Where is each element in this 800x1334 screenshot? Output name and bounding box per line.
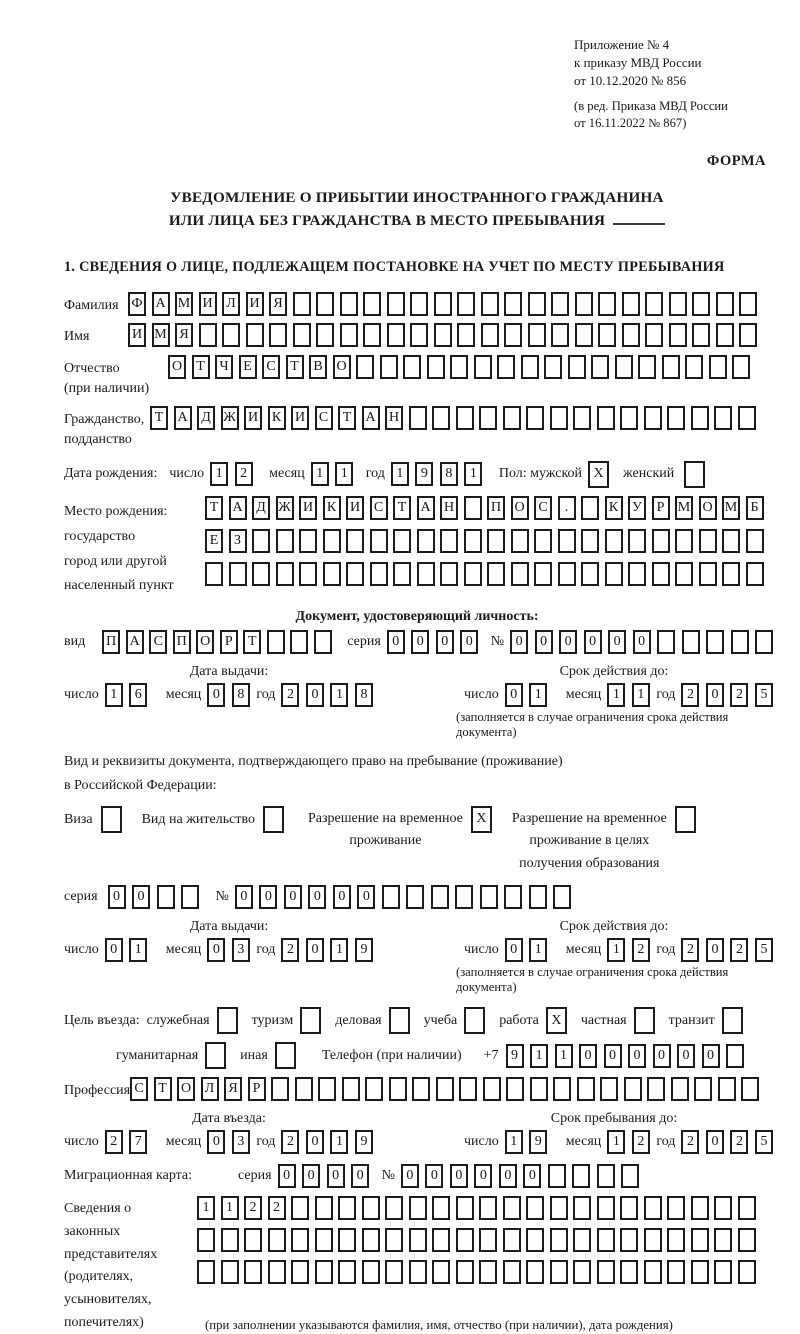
series-label: серия	[64, 889, 98, 905]
doc-issue-month[interactable]: 0 8	[207, 683, 256, 707]
number-label: №	[215, 889, 229, 905]
purpose-option-label: транзит	[668, 1012, 715, 1028]
sex-male-checkbox[interactable]: X	[588, 461, 609, 488]
form-title: УВЕДОМЛЕНИЕ О ПРИБЫТИИ ИНОСТРАННОГО ГРАЖДАНИНА ИЛИ ЛИЦА БЕЗ ГРАЖДАНСТВА В МЕСТО ПРЕБЫВАНИЯ	[168, 188, 664, 230]
representatives-row3[interactable]	[197, 1260, 761, 1284]
number-label: №	[381, 1168, 395, 1184]
purpose-gumanitarnaya-checkbox[interactable]	[205, 1042, 226, 1069]
birthplace-row2[interactable]: Е З	[205, 529, 769, 553]
annotation-line: к приказу МВД России	[574, 55, 702, 71]
purpose-inaya-checkbox[interactable]	[275, 1042, 296, 1069]
residence-intro-1: Вид и реквизиты документа, подтверждающего право на пребывание (проживание)	[64, 754, 563, 770]
annotation-line: Приложение № 4	[574, 37, 670, 52]
stay-until-label: Срок пребывания до:	[550, 1111, 678, 1127]
purpose-sluzhebnaya-checkbox[interactable]	[217, 1007, 238, 1034]
visa-checkbox[interactable]	[101, 806, 122, 833]
series-label: серия	[238, 1168, 272, 1184]
representatives-row2[interactable]	[197, 1228, 761, 1252]
year-label: год	[365, 466, 385, 482]
valid-until-label: Срок действия до:	[559, 664, 669, 680]
residence-series-field[interactable]: 0 0	[108, 885, 206, 909]
entry-month[interactable]: 0 3	[207, 1130, 256, 1154]
birthplace-label: Место рождения: государство город или другой населенный пункт	[64, 503, 174, 594]
temp-residence-checkbox[interactable]: X	[471, 806, 492, 833]
issue-date-label: Дата выдачи:	[189, 919, 269, 935]
purpose-chastnaya-checkbox[interactable]	[634, 1007, 655, 1034]
order-annotation	[574, 36, 770, 133]
entry-day[interactable]: 2 7	[105, 1130, 154, 1154]
sex-male-label: Пол: мужской	[498, 466, 583, 482]
limited-validity-note: (заполняется в случае ограничения срока действия документа)	[456, 965, 729, 995]
birthplace-row1[interactable]: Т А Д Ж И К И С Т А Н П О С . К У Р М О М Б	[205, 496, 769, 520]
doc-issue-day[interactable]: 1 6	[105, 683, 154, 707]
section1-heading: 1. СВЕДЕНИЯ О ЛИЦЕ, ПОДЛЕЖАЩЕМ ПОСТАНОВКЕ НА УЧЕТ ПО МЕСТУ ПРЕБЫВАНИЯ	[64, 258, 725, 275]
purpose-option-label: деловая	[335, 1012, 382, 1028]
residence-number-field[interactable]: 0 0 0 0 0 0	[235, 885, 578, 909]
annotation-line: от 16.11.2022 № 867)	[574, 116, 687, 131]
citizenship-label: Гражданство, подданство	[64, 412, 145, 448]
birth-month-field[interactable]: 1 1	[311, 462, 360, 486]
purpose-label: Цель въезда:	[64, 1012, 140, 1028]
surname-label: Фамилия	[64, 297, 119, 313]
phone-prefix: +7	[483, 1047, 499, 1063]
valid-until-label: Срок действия до:	[559, 919, 669, 935]
residence-permit-checkbox[interactable]	[263, 806, 284, 833]
purpose-ucheba-checkbox[interactable]	[464, 1007, 485, 1034]
doc-expiry-year[interactable]: 2 0 2 5	[681, 683, 779, 707]
birth-day-field[interactable]: 1 2	[210, 462, 259, 486]
edu-residence-label: Разрешение на временное проживание в целях получения образования	[511, 810, 667, 871]
profession-field[interactable]: С Т О Л Я Р	[130, 1077, 765, 1101]
residence-intro-2: в Российской Федерации:	[64, 778, 217, 794]
identity-doc-heading: Документ, удостоверяющий личность:	[295, 609, 539, 625]
series-label: серия	[347, 634, 381, 650]
profession-label: Профессия	[64, 1083, 131, 1099]
residence-issue-day[interactable]: 0 1	[105, 938, 154, 962]
representatives-row1[interactable]: 1 1 2 2	[197, 1196, 761, 1220]
sex-female-label: женский	[623, 466, 675, 482]
residence-permit-label: Вид на жительство	[141, 811, 255, 827]
residence-expiry-year[interactable]: 2 0 2 5	[681, 938, 779, 962]
visa-label: Виза	[64, 811, 93, 827]
birthplace-row3[interactable]	[205, 562, 769, 586]
stay-day[interactable]: 1 9	[505, 1130, 554, 1154]
birthdate-label: Дата рождения:	[64, 466, 158, 482]
migration-series-field[interactable]: 0 0 0 0	[278, 1164, 376, 1188]
patronymic-field[interactable]: О Т Ч Е С Т В О	[168, 355, 756, 379]
title-blank-line	[613, 213, 665, 225]
doc-issue-year[interactable]: 2 0 1 8	[281, 683, 379, 707]
purpose-option-label: частная	[580, 1012, 627, 1028]
month-label: месяц	[269, 466, 305, 482]
entry-date-label: Дата въезда:	[192, 1111, 266, 1127]
number-label: №	[490, 634, 505, 650]
purpose-option-label: туризм	[251, 1012, 294, 1028]
migration-card-label: Миграционная карта:	[64, 1168, 193, 1184]
purpose-option-label: учеба	[423, 1012, 458, 1028]
purpose-option-label: служебная	[146, 1012, 210, 1028]
day-label: число	[169, 466, 205, 482]
migration-number-field[interactable]: 0 0 0 0 0 0	[401, 1164, 646, 1188]
doc-series-field[interactable]: 0 0 0 0	[387, 630, 485, 654]
phone-label: Телефон (при наличии)	[321, 1047, 462, 1063]
sex-female-checkbox[interactable]	[684, 461, 705, 488]
residence-expiry-day[interactable]: 0 1	[505, 938, 554, 962]
name-field[interactable]: И М Я	[128, 323, 763, 347]
surname-field[interactable]: Ф А М И Л И Я	[128, 292, 763, 316]
doc-type-field[interactable]: П А С П О Р Т	[102, 630, 337, 654]
residence-issue-year[interactable]: 2 0 1 9	[281, 938, 379, 962]
purpose-option-label: работа	[499, 1012, 539, 1028]
citizenship-field[interactable]: Т А Д Ж И К И С Т А Н	[150, 406, 761, 430]
annotation-line: от 10.12.2020 № 856	[574, 73, 687, 89]
forma-label: ФОРМА	[706, 152, 766, 169]
stay-month[interactable]: 1 2	[607, 1130, 656, 1154]
purpose-option-label: иная	[240, 1047, 268, 1063]
entry-year[interactable]: 2 0 1 9	[281, 1130, 379, 1154]
limited-validity-note: (заполняется в случае ограничения срока действия документа)	[456, 710, 729, 740]
temp-residence-label: Разрешение на временное проживание	[307, 810, 463, 849]
purpose-option-label: гуманитарная	[116, 1047, 199, 1063]
stay-year[interactable]: 2 0 2 5	[681, 1130, 779, 1154]
residence-issue-month[interactable]: 0 3	[207, 938, 256, 962]
purpose-rabota-checkbox[interactable]: X	[546, 1007, 567, 1034]
purpose-delovaya-checkbox[interactable]	[389, 1007, 410, 1034]
residence-expiry-month[interactable]: 1 2	[607, 938, 656, 962]
representatives-label: Сведения о законных представителях (родителях, усыновителях, попечителях)	[64, 1201, 158, 1330]
representatives-note: (при заполнении указываются фамилия, имя, отчество (при наличии), дата рождения)	[205, 1318, 673, 1333]
purpose-tranzit-checkbox[interactable]	[722, 1007, 743, 1034]
edu-residence-checkbox[interactable]	[675, 806, 696, 833]
issue-date-label: Дата выдачи:	[189, 664, 269, 680]
phone-field[interactable]: 9 1 1 0 0 0 0 0 0	[506, 1044, 751, 1068]
doc-type-label: вид	[64, 634, 86, 650]
doc-expiry-month[interactable]: 1 1	[607, 683, 656, 707]
purpose-turizm-checkbox[interactable]	[300, 1007, 321, 1034]
birth-year-field[interactable]: 1 9 8 1	[391, 462, 489, 486]
doc-number-field[interactable]: 0 0 0 0 0 0	[510, 630, 780, 654]
name-label: Имя	[64, 329, 90, 345]
doc-expiry-day[interactable]: 0 1	[505, 683, 554, 707]
patronymic-label: Отчество (при наличии)	[64, 360, 150, 396]
annotation-line: (в ред. Приказа МВД России	[574, 98, 728, 113]
